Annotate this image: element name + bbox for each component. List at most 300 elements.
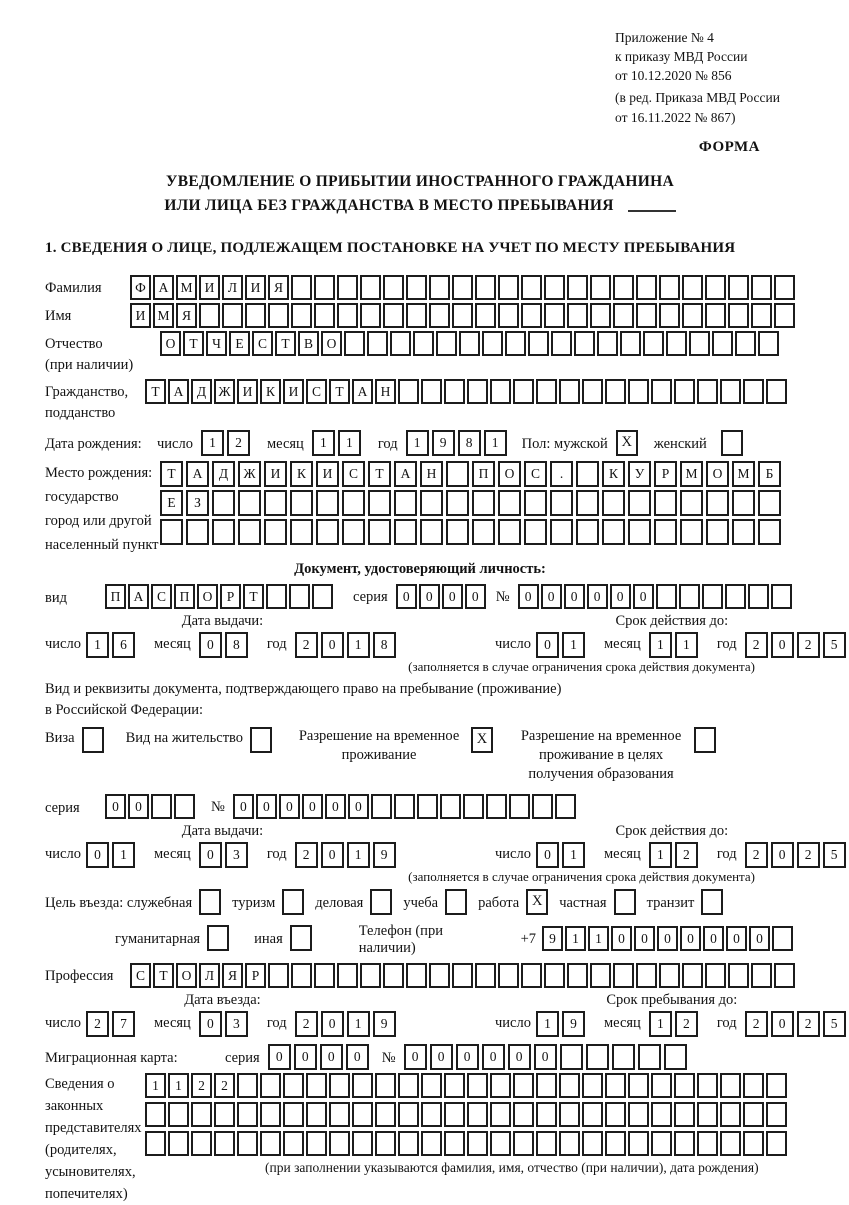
char-box[interactable] xyxy=(774,303,795,328)
char-box[interactable] xyxy=(383,275,404,300)
char-box[interactable] xyxy=(472,490,495,516)
purpose-tourism-checkbox[interactable] xyxy=(282,889,304,915)
char-box[interactable]: 2 xyxy=(745,1011,768,1037)
char-box[interactable] xyxy=(513,1073,534,1098)
purpose-other-checkbox[interactable] xyxy=(290,925,312,951)
char-box[interactable] xyxy=(459,331,480,356)
char-box[interactable] xyxy=(446,490,469,516)
char-box[interactable] xyxy=(420,490,443,516)
char-box[interactable] xyxy=(536,1073,557,1098)
char-box[interactable] xyxy=(682,303,703,328)
char-box[interactable] xyxy=(628,1073,649,1098)
purpose-private-checkbox[interactable] xyxy=(614,889,636,915)
char-box[interactable]: С xyxy=(130,963,151,988)
char-box[interactable] xyxy=(697,1131,718,1156)
char-box[interactable] xyxy=(429,275,450,300)
char-box[interactable]: 0 xyxy=(105,794,126,819)
char-box[interactable]: О xyxy=(706,461,729,487)
char-box[interactable]: 1 xyxy=(112,842,135,868)
char-box[interactable]: И xyxy=(283,379,304,404)
char-box[interactable]: А xyxy=(394,461,417,487)
char-box[interactable] xyxy=(266,584,287,609)
char-box[interactable] xyxy=(582,1131,603,1156)
char-box[interactable]: С xyxy=(252,331,273,356)
char-box[interactable]: О xyxy=(160,331,181,356)
firstname-field[interactable] xyxy=(130,303,797,328)
char-box[interactable]: 0 xyxy=(396,584,417,609)
char-box[interactable]: Б xyxy=(758,461,781,487)
char-box[interactable]: 0 xyxy=(703,926,724,951)
char-box[interactable] xyxy=(772,926,793,951)
char-box[interactable] xyxy=(352,1073,373,1098)
char-box[interactable] xyxy=(505,331,526,356)
char-box[interactable] xyxy=(498,275,519,300)
char-box[interactable]: 0 xyxy=(541,584,562,609)
char-box[interactable] xyxy=(151,794,172,819)
char-box[interactable] xyxy=(398,1073,419,1098)
iddoc-expiry-day[interactable] xyxy=(536,632,588,658)
char-box[interactable]: Н xyxy=(420,461,443,487)
resdoc-issue-day[interactable] xyxy=(86,842,138,868)
char-box[interactable] xyxy=(521,963,542,988)
char-box[interactable]: 8 xyxy=(225,632,248,658)
entry-month[interactable] xyxy=(199,1011,251,1037)
char-box[interactable] xyxy=(643,331,664,356)
char-box[interactable]: 0 xyxy=(536,842,559,868)
char-box[interactable] xyxy=(705,275,726,300)
char-box[interactable] xyxy=(728,275,749,300)
char-box[interactable] xyxy=(732,490,755,516)
resdoc-expiry-month[interactable] xyxy=(649,842,701,868)
char-box[interactable] xyxy=(576,461,599,487)
char-box[interactable]: 5 xyxy=(823,842,846,868)
char-box[interactable] xyxy=(521,303,542,328)
residence-permit-checkbox[interactable] xyxy=(250,727,272,753)
char-box[interactable]: Н xyxy=(375,379,396,404)
char-box[interactable]: 0 xyxy=(86,842,109,868)
char-box[interactable] xyxy=(544,303,565,328)
char-box[interactable] xyxy=(705,303,726,328)
char-box[interactable] xyxy=(605,1102,626,1127)
char-box[interactable] xyxy=(222,303,243,328)
char-box[interactable] xyxy=(697,1073,718,1098)
char-box[interactable] xyxy=(413,331,434,356)
surname-field[interactable] xyxy=(130,275,797,300)
char-box[interactable] xyxy=(702,584,723,609)
char-box[interactable] xyxy=(720,379,741,404)
char-box[interactable] xyxy=(766,379,787,404)
char-box[interactable]: В xyxy=(298,331,319,356)
char-box[interactable] xyxy=(160,519,183,545)
char-box[interactable] xyxy=(436,331,457,356)
char-box[interactable]: Т xyxy=(243,584,264,609)
char-box[interactable]: 2 xyxy=(797,632,820,658)
char-box[interactable]: Т xyxy=(329,379,350,404)
sex-male-checkbox[interactable]: X xyxy=(616,430,638,456)
char-box[interactable] xyxy=(375,1073,396,1098)
char-box[interactable] xyxy=(429,963,450,988)
char-box[interactable]: 1 xyxy=(675,632,698,658)
char-box[interactable]: 9 xyxy=(562,1011,585,1037)
char-box[interactable]: 1 xyxy=(347,1011,370,1037)
char-box[interactable] xyxy=(605,1131,626,1156)
char-box[interactable] xyxy=(536,1131,557,1156)
char-box[interactable] xyxy=(613,275,634,300)
char-box[interactable] xyxy=(559,379,580,404)
char-box[interactable]: М xyxy=(176,275,197,300)
char-box[interactable] xyxy=(524,519,547,545)
char-box[interactable]: П xyxy=(105,584,126,609)
char-box[interactable] xyxy=(214,1131,235,1156)
char-box[interactable]: О xyxy=(498,461,521,487)
char-box[interactable] xyxy=(659,275,680,300)
char-box[interactable] xyxy=(337,303,358,328)
char-box[interactable] xyxy=(398,379,419,404)
char-box[interactable] xyxy=(513,1131,534,1156)
iddoc-number-field[interactable] xyxy=(518,584,794,609)
char-box[interactable]: 1 xyxy=(649,632,672,658)
char-box[interactable] xyxy=(513,379,534,404)
char-box[interactable] xyxy=(291,303,312,328)
char-box[interactable] xyxy=(728,963,749,988)
char-box[interactable]: 0 xyxy=(634,926,655,951)
char-box[interactable]: И xyxy=(199,275,220,300)
char-box[interactable]: 2 xyxy=(295,632,318,658)
char-box[interactable]: 0 xyxy=(346,1044,369,1070)
char-box[interactable]: Я xyxy=(222,963,243,988)
char-box[interactable] xyxy=(654,490,677,516)
char-box[interactable] xyxy=(689,331,710,356)
char-box[interactable]: Л xyxy=(199,963,220,988)
char-box[interactable]: 0 xyxy=(482,1044,505,1070)
char-box[interactable] xyxy=(444,1073,465,1098)
char-box[interactable]: Е xyxy=(160,490,183,516)
char-box[interactable] xyxy=(498,963,519,988)
char-box[interactable] xyxy=(383,303,404,328)
char-box[interactable]: Р xyxy=(220,584,241,609)
char-box[interactable] xyxy=(283,1102,304,1127)
char-box[interactable]: 5 xyxy=(823,632,846,658)
char-box[interactable] xyxy=(291,275,312,300)
char-box[interactable] xyxy=(245,303,266,328)
char-box[interactable]: 1 xyxy=(536,1011,559,1037)
char-box[interactable] xyxy=(283,1073,304,1098)
char-box[interactable]: 0 xyxy=(442,584,463,609)
entry-year[interactable] xyxy=(295,1011,399,1037)
char-box[interactable] xyxy=(651,1131,672,1156)
char-box[interactable] xyxy=(238,490,261,516)
char-box[interactable]: 1 xyxy=(168,1073,189,1098)
char-box[interactable] xyxy=(743,1131,764,1156)
char-box[interactable] xyxy=(559,1131,580,1156)
char-box[interactable] xyxy=(168,1131,189,1156)
char-box[interactable]: 3 xyxy=(225,1011,248,1037)
char-box[interactable] xyxy=(536,1102,557,1127)
char-box[interactable]: 0 xyxy=(348,794,369,819)
char-box[interactable] xyxy=(394,794,415,819)
char-box[interactable] xyxy=(582,1073,603,1098)
char-box[interactable]: 0 xyxy=(587,584,608,609)
char-box[interactable] xyxy=(605,379,626,404)
char-box[interactable]: Ж xyxy=(214,379,235,404)
char-box[interactable] xyxy=(567,303,588,328)
char-box[interactable] xyxy=(360,275,381,300)
char-box[interactable] xyxy=(590,275,611,300)
char-box[interactable]: 0 xyxy=(419,584,440,609)
char-box[interactable] xyxy=(191,1102,212,1127)
char-box[interactable] xyxy=(463,794,484,819)
char-box[interactable] xyxy=(651,1073,672,1098)
char-box[interactable] xyxy=(536,379,557,404)
char-box[interactable] xyxy=(306,1102,327,1127)
char-box[interactable] xyxy=(602,519,625,545)
char-box[interactable] xyxy=(490,1131,511,1156)
char-box[interactable] xyxy=(544,275,565,300)
char-box[interactable] xyxy=(421,379,442,404)
char-box[interactable] xyxy=(628,519,651,545)
char-box[interactable]: М xyxy=(732,461,755,487)
patronymic-field[interactable] xyxy=(160,331,781,356)
char-box[interactable] xyxy=(490,1102,511,1127)
char-box[interactable] xyxy=(743,379,764,404)
char-box[interactable]: Я xyxy=(176,303,197,328)
char-box[interactable]: А xyxy=(128,584,149,609)
char-box[interactable] xyxy=(613,303,634,328)
char-box[interactable] xyxy=(605,1073,626,1098)
char-box[interactable] xyxy=(628,379,649,404)
iddoc-issue-day[interactable] xyxy=(86,632,138,658)
char-box[interactable]: О xyxy=(176,963,197,988)
iddoc-series-field[interactable] xyxy=(396,584,488,609)
char-box[interactable]: 0 xyxy=(430,1044,453,1070)
char-box[interactable]: 0 xyxy=(508,1044,531,1070)
char-box[interactable] xyxy=(766,1073,787,1098)
resdoc-series-field[interactable] xyxy=(105,794,197,819)
char-box[interactable] xyxy=(420,519,443,545)
char-box[interactable]: Е xyxy=(229,331,250,356)
char-box[interactable] xyxy=(191,1131,212,1156)
char-box[interactable] xyxy=(268,303,289,328)
char-box[interactable]: 1 xyxy=(562,632,585,658)
char-box[interactable] xyxy=(664,1044,687,1070)
char-box[interactable] xyxy=(602,490,625,516)
char-box[interactable] xyxy=(289,584,310,609)
char-box[interactable] xyxy=(574,331,595,356)
char-box[interactable] xyxy=(560,1044,583,1070)
char-box[interactable]: 1 xyxy=(201,430,224,456)
char-box[interactable]: 2 xyxy=(675,842,698,868)
char-box[interactable]: З xyxy=(186,490,209,516)
char-box[interactable] xyxy=(728,303,749,328)
char-box[interactable] xyxy=(559,1102,580,1127)
char-box[interactable] xyxy=(567,963,588,988)
char-box[interactable] xyxy=(758,519,781,545)
char-box[interactable] xyxy=(682,963,703,988)
char-box[interactable] xyxy=(268,963,289,988)
char-box[interactable]: А xyxy=(153,275,174,300)
char-box[interactable] xyxy=(344,331,365,356)
char-box[interactable] xyxy=(342,519,365,545)
char-box[interactable]: 0 xyxy=(657,926,678,951)
char-box[interactable] xyxy=(674,379,695,404)
birth-year-field[interactable] xyxy=(406,430,510,456)
char-box[interactable] xyxy=(705,963,726,988)
char-box[interactable]: 1 xyxy=(312,430,335,456)
char-box[interactable] xyxy=(751,303,772,328)
char-box[interactable] xyxy=(421,1102,442,1127)
char-box[interactable] xyxy=(550,519,573,545)
char-box[interactable] xyxy=(398,1102,419,1127)
purpose-business-checkbox[interactable] xyxy=(370,889,392,915)
char-box[interactable] xyxy=(406,275,427,300)
char-box[interactable]: Р xyxy=(654,461,677,487)
migration-number-field[interactable] xyxy=(404,1044,690,1070)
char-box[interactable] xyxy=(212,519,235,545)
char-box[interactable]: Я xyxy=(268,275,289,300)
char-box[interactable] xyxy=(758,331,779,356)
char-box[interactable]: 0 xyxy=(321,632,344,658)
char-box[interactable] xyxy=(620,331,641,356)
char-box[interactable] xyxy=(751,275,772,300)
char-box[interactable]: И xyxy=(264,461,287,487)
char-box[interactable]: 1 xyxy=(565,926,586,951)
char-box[interactable]: Т xyxy=(275,331,296,356)
char-box[interactable]: . xyxy=(550,461,573,487)
char-box[interactable] xyxy=(337,963,358,988)
char-box[interactable] xyxy=(291,963,312,988)
char-box[interactable] xyxy=(475,303,496,328)
char-box[interactable] xyxy=(555,794,576,819)
char-box[interactable] xyxy=(472,519,495,545)
char-box[interactable]: Д xyxy=(212,461,235,487)
char-box[interactable]: 1 xyxy=(484,430,507,456)
char-box[interactable] xyxy=(306,1131,327,1156)
migration-series-field[interactable] xyxy=(268,1044,372,1070)
char-box[interactable] xyxy=(628,1102,649,1127)
representatives-row2[interactable] xyxy=(145,1102,789,1127)
char-box[interactable] xyxy=(567,275,588,300)
char-box[interactable] xyxy=(628,490,651,516)
char-box[interactable] xyxy=(352,1102,373,1127)
char-box[interactable] xyxy=(720,1102,741,1127)
char-box[interactable] xyxy=(398,1131,419,1156)
char-box[interactable]: М xyxy=(153,303,174,328)
char-box[interactable] xyxy=(590,963,611,988)
char-box[interactable] xyxy=(145,1102,166,1127)
char-box[interactable]: 0 xyxy=(771,632,794,658)
char-box[interactable]: 1 xyxy=(86,632,109,658)
char-box[interactable]: 1 xyxy=(347,842,370,868)
char-box[interactable]: О xyxy=(321,331,342,356)
char-box[interactable]: 1 xyxy=(406,430,429,456)
visa-checkbox[interactable] xyxy=(82,727,104,753)
char-box[interactable]: 0 xyxy=(611,926,632,951)
char-box[interactable] xyxy=(680,519,703,545)
char-box[interactable] xyxy=(659,303,680,328)
char-box[interactable] xyxy=(174,794,195,819)
char-box[interactable] xyxy=(638,1044,661,1070)
char-box[interactable] xyxy=(467,1131,488,1156)
char-box[interactable]: 0 xyxy=(726,926,747,951)
char-box[interactable] xyxy=(509,794,530,819)
char-box[interactable] xyxy=(528,331,549,356)
char-box[interactable]: 8 xyxy=(373,632,396,658)
char-box[interactable]: 9 xyxy=(542,926,563,951)
char-box[interactable] xyxy=(429,303,450,328)
char-box[interactable] xyxy=(260,1073,281,1098)
char-box[interactable] xyxy=(446,519,469,545)
char-box[interactable]: 9 xyxy=(373,842,396,868)
char-box[interactable]: 1 xyxy=(347,632,370,658)
iddoc-expiry-year[interactable] xyxy=(745,632,849,658)
char-box[interactable] xyxy=(748,584,769,609)
resdoc-issue-month[interactable] xyxy=(199,842,251,868)
char-box[interactable]: А xyxy=(186,461,209,487)
char-box[interactable]: 0 xyxy=(680,926,701,951)
char-box[interactable] xyxy=(452,303,473,328)
char-box[interactable] xyxy=(582,379,603,404)
char-box[interactable] xyxy=(314,275,335,300)
char-box[interactable] xyxy=(168,1102,189,1127)
char-box[interactable] xyxy=(674,1131,695,1156)
char-box[interactable] xyxy=(613,963,634,988)
purpose-transit-checkbox[interactable] xyxy=(701,889,723,915)
char-box[interactable] xyxy=(421,1073,442,1098)
char-box[interactable]: 0 xyxy=(302,794,323,819)
char-box[interactable] xyxy=(199,303,220,328)
char-box[interactable] xyxy=(576,490,599,516)
char-box[interactable]: 1 xyxy=(588,926,609,951)
char-box[interactable]: 0 xyxy=(610,584,631,609)
char-box[interactable]: Т xyxy=(183,331,204,356)
char-box[interactable] xyxy=(679,584,700,609)
char-box[interactable]: 0 xyxy=(321,842,344,868)
char-box[interactable] xyxy=(314,303,335,328)
char-box[interactable] xyxy=(486,794,507,819)
char-box[interactable] xyxy=(490,379,511,404)
char-box[interactable]: Р xyxy=(245,963,266,988)
char-box[interactable] xyxy=(306,1073,327,1098)
char-box[interactable] xyxy=(467,1102,488,1127)
char-box[interactable]: И xyxy=(316,461,339,487)
birthplace-row3[interactable] xyxy=(160,519,784,545)
char-box[interactable]: 0 xyxy=(294,1044,317,1070)
char-box[interactable] xyxy=(590,303,611,328)
char-box[interactable] xyxy=(498,490,521,516)
char-box[interactable] xyxy=(559,1073,580,1098)
char-box[interactable] xyxy=(283,1131,304,1156)
char-box[interactable]: 2 xyxy=(295,1011,318,1037)
char-box[interactable]: 7 xyxy=(112,1011,135,1037)
char-box[interactable]: 0 xyxy=(321,1011,344,1037)
char-box[interactable] xyxy=(406,303,427,328)
char-box[interactable] xyxy=(551,331,572,356)
resdoc-issue-year[interactable] xyxy=(295,842,399,868)
char-box[interactable] xyxy=(444,1102,465,1127)
char-box[interactable] xyxy=(544,963,565,988)
char-box[interactable] xyxy=(337,275,358,300)
char-box[interactable]: 1 xyxy=(649,842,672,868)
char-box[interactable]: 6 xyxy=(112,632,135,658)
char-box[interactable]: 1 xyxy=(562,842,585,868)
iddoc-kind-field[interactable] xyxy=(105,584,335,609)
char-box[interactable] xyxy=(586,1044,609,1070)
char-box[interactable] xyxy=(498,303,519,328)
char-box[interactable] xyxy=(383,963,404,988)
char-box[interactable] xyxy=(612,1044,635,1070)
char-box[interactable] xyxy=(237,1073,258,1098)
char-box[interactable]: 2 xyxy=(214,1073,235,1098)
